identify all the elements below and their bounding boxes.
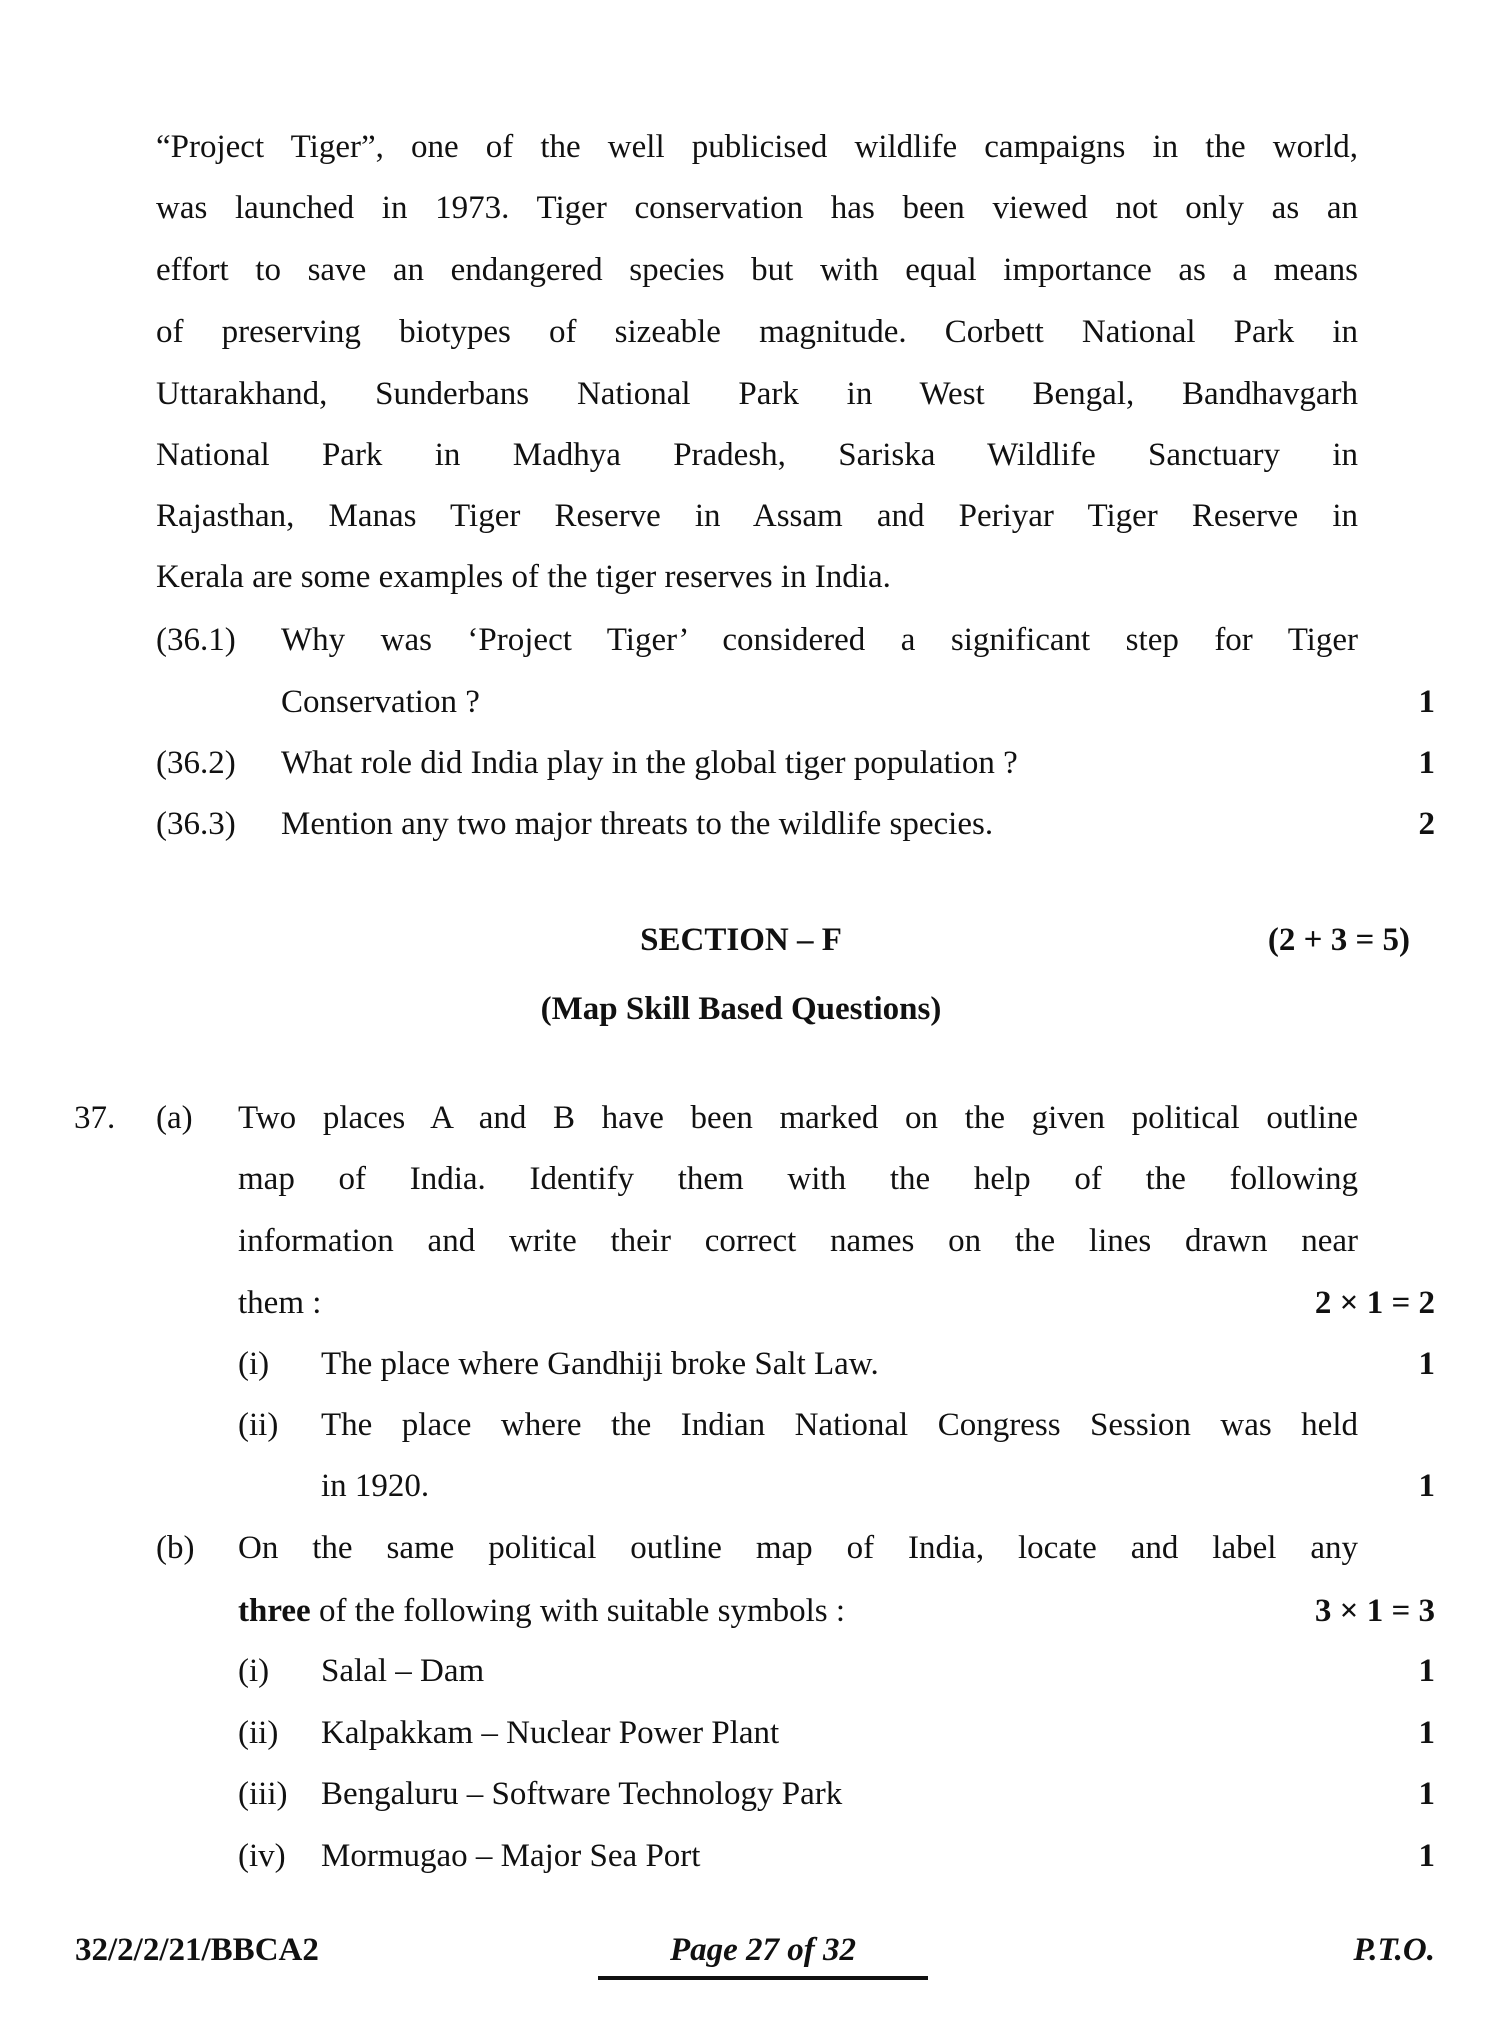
- part-label: (a): [156, 1100, 193, 1136]
- item-number: (i): [238, 1346, 270, 1382]
- passage-line: was launched in 1973. Tiger conservation has been viewed not only as an: [156, 190, 1358, 226]
- question-number: (36.2): [156, 745, 236, 781]
- marks: 3 × 1 = 3: [1314, 1593, 1435, 1629]
- question-text: What role did India play in the global tiger population ?: [281, 745, 1018, 781]
- item-text: Mormugao – Major Sea Port: [321, 1838, 701, 1874]
- item-text: The place where Gandhiji broke Salt Law.: [321, 1346, 879, 1382]
- section-subtitle: (Map Skill Based Questions): [540, 991, 942, 1027]
- passage-line: Uttarakhand, Sunderbans National Park in West Bengal, Bandhavgarh: [156, 376, 1358, 412]
- question-text: Mention any two major threats to the wildlife species.: [281, 806, 994, 842]
- marks: 2: [1418, 806, 1435, 842]
- marks: 1: [1418, 745, 1435, 781]
- marks: 1: [1418, 1776, 1435, 1812]
- question-text-rest: of the following with suitable symbols :: [310, 1593, 846, 1629]
- question-number: (36.1): [156, 622, 236, 658]
- section-title: SECTION – F: [640, 922, 842, 958]
- item-text: Salal – Dam: [321, 1653, 485, 1689]
- passage-line: effort to save an endangered species but with equal importance as a means: [156, 252, 1358, 288]
- marks: 1: [1418, 1468, 1435, 1504]
- item-text: The place where the Indian National Congress Session was held: [321, 1407, 1358, 1443]
- marks: 1: [1418, 1715, 1435, 1751]
- item-number: (i): [238, 1653, 270, 1689]
- question-text: Two places A and B have been marked on the given political outline: [238, 1100, 1358, 1136]
- item-number: (iii): [238, 1776, 288, 1812]
- passage-line: Kerala are some examples of the tiger reserves in India.: [156, 559, 891, 595]
- item-text: Bengaluru – Software Technology Park: [321, 1776, 843, 1812]
- question-text: map of India. Identify them with the help of the following: [238, 1161, 1358, 1197]
- passage-line: National Park in Madhya Pradesh, Sariska Wildlife Sanctuary in: [156, 437, 1358, 473]
- question-text: Why was ‘Project Tiger’ considered a significant step for Tiger: [281, 622, 1358, 658]
- question-number: 37.: [74, 1100, 116, 1136]
- item-number: (iv): [238, 1838, 286, 1874]
- page-underline: [598, 1976, 928, 1980]
- question-text: information and write their correct names on the lines drawn near: [238, 1223, 1358, 1259]
- passage-line: of preserving biotypes of sizeable magnitude. Corbett National Park in: [156, 314, 1358, 350]
- question-text: them :: [238, 1285, 322, 1321]
- passage-line: Rajasthan, Manas Tiger Reserve in Assam and Periyar Tiger Reserve in: [156, 498, 1358, 534]
- question-text: On the same political outline map of India, locate and label any: [238, 1530, 1358, 1566]
- item-text: Kalpakkam – Nuclear Power Plant: [321, 1715, 780, 1751]
- marks: 1: [1418, 684, 1435, 720]
- marks: 1: [1418, 1838, 1435, 1874]
- paper-code: 32/2/2/21/BBCA2: [75, 1932, 319, 1968]
- marks: 1: [1418, 1346, 1435, 1382]
- item-text: in 1920.: [321, 1468, 430, 1504]
- question-text: [238, 1591, 845, 1631]
- question-number: (36.3): [156, 806, 236, 842]
- emphasis: three: [238, 1593, 311, 1629]
- question-text: Conservation ?: [281, 684, 480, 720]
- passage-line: “Project Tiger”, one of the well publicised wildlife campaigns in the world,: [156, 129, 1358, 165]
- item-number: (ii): [238, 1715, 279, 1751]
- part-label: (b): [156, 1530, 195, 1566]
- marks: 2 × 1 = 2: [1314, 1285, 1435, 1321]
- pto: P.T.O.: [1353, 1932, 1435, 1968]
- item-number: (ii): [238, 1407, 279, 1443]
- section-marks: (2 + 3 = 5): [1267, 922, 1410, 958]
- marks: 1: [1418, 1653, 1435, 1689]
- page-number: Page 27 of 32: [669, 1932, 857, 1968]
